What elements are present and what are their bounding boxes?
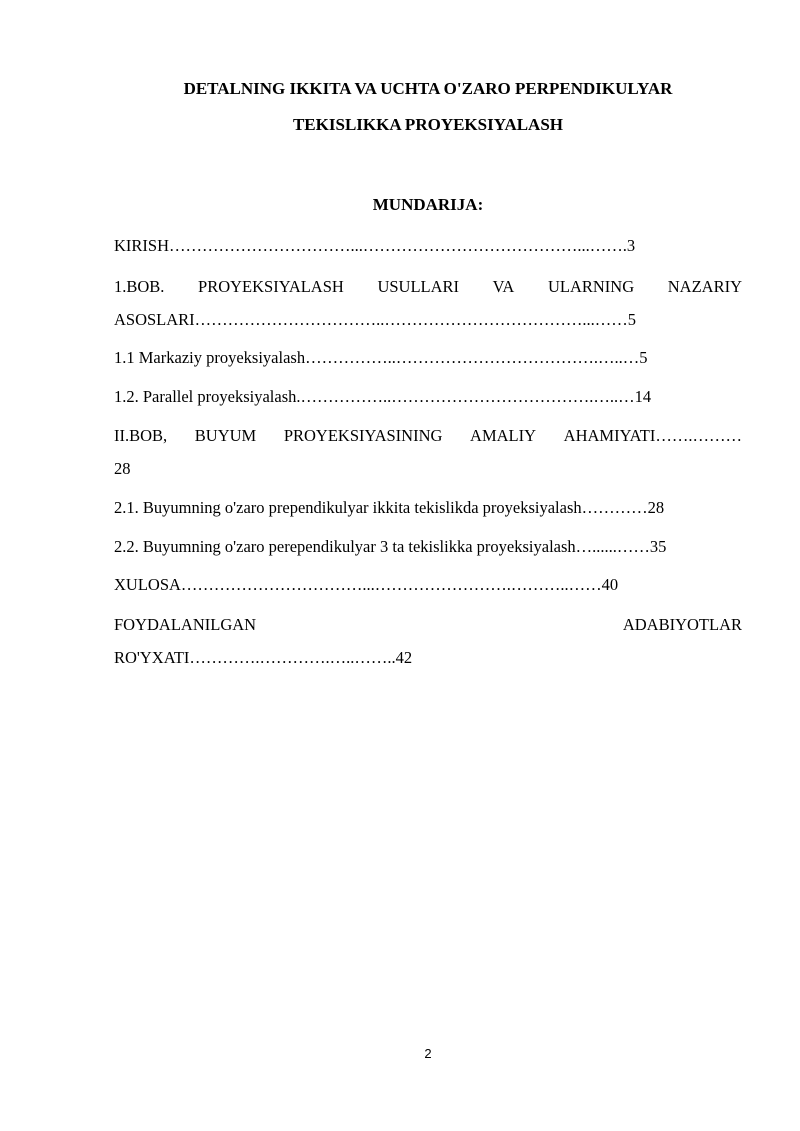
- toc-word: ULARNING: [547, 277, 635, 296]
- toc-entry-adabiyotlar-line2: RO'YXATI………….………….…..……..42: [114, 648, 413, 667]
- toc-entry-1-2: 1.2. Parallel proyeksiyalash.……………..……………………………….…..…14: [114, 387, 652, 406]
- toc-word: AMALIY: [470, 426, 537, 445]
- toc-entry-bob1-line2: ASOSLARI……………………………..………………………………...……5: [114, 310, 637, 329]
- toc-word: PROYEKSIYASINING: [283, 426, 443, 445]
- toc-entry-2-2: 2.2. Buyumning o'zaro perependikulyar 3 ta tekislikka proyeksiyalash…......……35: [114, 537, 667, 556]
- toc-word: AHAMIYATI…….………: [563, 426, 742, 445]
- toc-entry-kirish: KIRISH……………………………...…………………………………...…….3: [114, 236, 636, 255]
- document-title-line-2: TEKISLIKKA PROYEKSIYALASH: [292, 115, 564, 134]
- toc-word: PROYEKSIYALASH: [198, 277, 344, 296]
- toc-word: 1.BOB.: [114, 277, 165, 296]
- toc-word: ADABIYOTLAR: [622, 615, 742, 634]
- toc-entry-1-1: 1.1 Markaziy proyeksiyalash……………..……………………………….…..…5: [114, 348, 648, 367]
- toc-word: NAZARIY: [667, 277, 742, 296]
- toc-word: BUYUM: [194, 426, 257, 445]
- toc-entry-bob1-line1: [114, 277, 742, 297]
- toc-entry-xulosa: XULOSA……………………………...…………………….………..……40: [114, 575, 619, 594]
- toc-entry-adabiyotlar-line1: [114, 615, 742, 635]
- toc-entry-bob2-line1: [114, 426, 742, 446]
- toc-word: FOYDALANILGAN: [114, 615, 257, 634]
- toc-word: USULLARI: [377, 277, 460, 296]
- toc-entry-2-1: 2.1. Buyumning o'zaro prependikulyar ikkita tekislikda proyeksiyalash…………28: [114, 498, 665, 517]
- page-number: 2: [424, 1046, 432, 1061]
- toc-heading: MUNDARIJA:: [372, 195, 484, 214]
- document-title-line-1: DETALNING IKKITA VA UCHTA O'ZARO PERPENDIKULYAR: [183, 79, 673, 98]
- toc-word: VA: [492, 277, 515, 296]
- toc-word: II.BOB,: [114, 426, 168, 445]
- toc-entry-bob2-line2: 28: [114, 459, 131, 478]
